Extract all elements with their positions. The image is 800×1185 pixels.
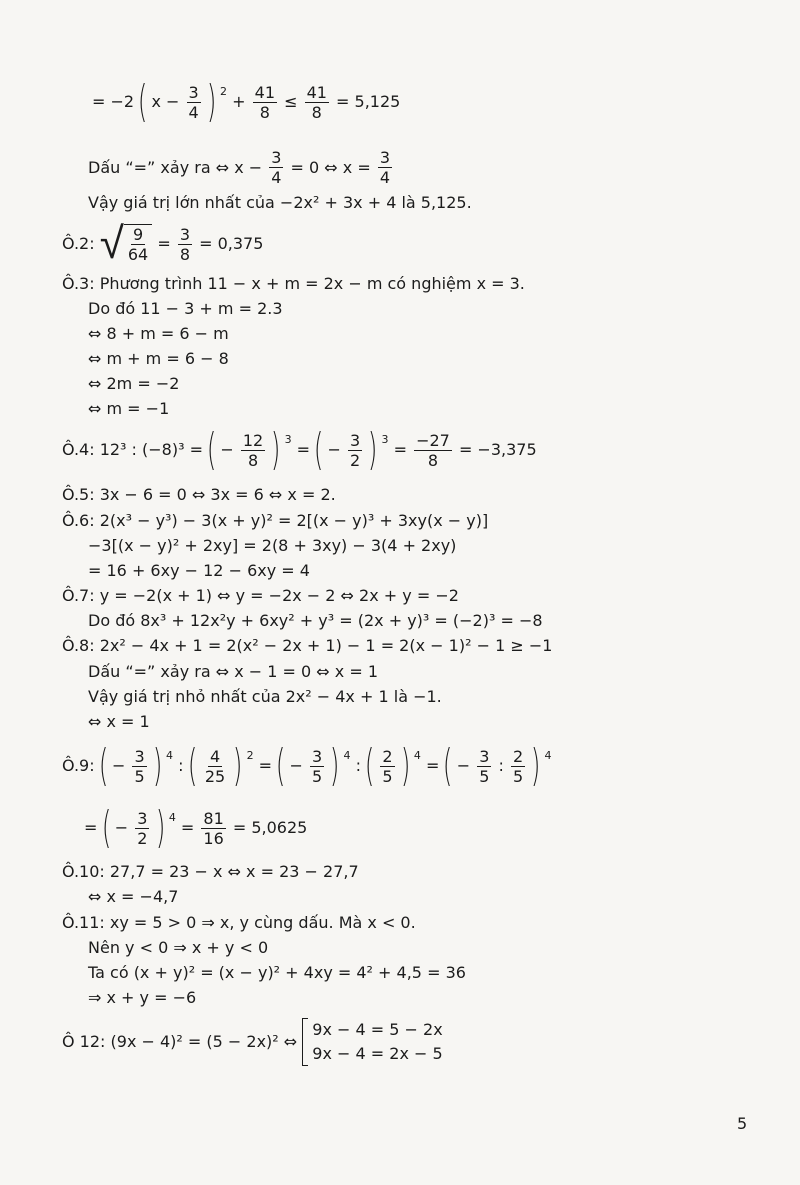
exponent: 4: [166, 748, 174, 762]
numerator: 3: [134, 746, 145, 766]
expression-line: [88, 148, 394, 187]
system-row: 9x − 4 = 2x − 5: [312, 1044, 443, 1063]
text-line: Do đó 8x³ + 12x²y + 6xy² + y³ = (2x + y)³ = (−2)³ = −8: [88, 611, 543, 630]
text-line: ⇒ x + y = −6: [88, 988, 197, 1007]
text: −: [289, 756, 303, 775]
fraction: [203, 747, 227, 786]
text: Ô.2:: [62, 234, 95, 253]
system-row: 9x − 4 = 5 − 2x: [312, 1020, 443, 1039]
text-line: Vậy giá trị nhỏ nhất của 2x² − 4x + 1 là −1.: [88, 687, 442, 706]
paren: ): [233, 740, 243, 791]
text: =: [425, 756, 440, 775]
numerator: 41: [254, 82, 275, 102]
fraction: [269, 148, 283, 187]
fraction: [305, 83, 329, 122]
expression-line: [62, 1018, 443, 1066]
denominator: 5: [311, 766, 323, 786]
denominator: 5: [134, 766, 145, 786]
radicand: [124, 224, 152, 264]
paren: ): [400, 740, 410, 791]
text-line: ⇔ 2m = −2: [88, 374, 180, 393]
expression-line: [62, 740, 552, 791]
exponent: 4: [168, 810, 176, 824]
exponent: 3: [284, 432, 292, 446]
denominator: 5: [513, 766, 524, 786]
numerator: −27: [416, 430, 450, 450]
text-line: Vậy giá trị lớn nhất của −2x² + 3x + 4 là 5,125.: [88, 193, 472, 212]
denominator: 4: [188, 102, 199, 122]
text-line: Ô.5: 3x − 6 = 0 ⇔ 3x = 6 ⇔ x = 2.: [62, 485, 336, 504]
paren: (: [98, 740, 109, 791]
paren: (: [443, 740, 453, 791]
denominator: 8: [427, 450, 439, 470]
text-line: = 16 + 6xy − 12 − 6xy = 4: [88, 561, 310, 580]
expression-line: [62, 424, 537, 475]
fraction: [201, 809, 225, 848]
denominator: 8: [311, 102, 322, 122]
paren: (: [138, 76, 148, 127]
denominator: 5: [479, 766, 490, 786]
text: −: [114, 818, 129, 837]
page-number: 5: [737, 1114, 748, 1133]
fraction: [477, 747, 491, 786]
text-line: Do đó 11 − 3 + m = 2.3: [88, 299, 283, 318]
fraction: [511, 747, 525, 786]
text: =: [393, 440, 407, 459]
paren: (: [101, 802, 111, 853]
paren: (: [364, 740, 375, 791]
text: +: [232, 92, 246, 111]
fraction: [310, 747, 324, 786]
square-root: [99, 218, 153, 269]
text: −: [327, 440, 341, 459]
text-line: Ta có (x + y)² = (x − y)² + 4xy = 4² + 4,5 = 36: [88, 963, 466, 982]
text: = 5,0625: [232, 818, 308, 837]
text: −: [220, 440, 234, 459]
denominator: 8: [259, 102, 270, 122]
numerator: 2: [513, 746, 524, 766]
text: :: [178, 756, 184, 775]
exponent: 4: [544, 748, 552, 762]
fraction: [380, 747, 394, 786]
exponent: 4: [413, 748, 421, 762]
square-bracket: [302, 1018, 308, 1066]
text-line: Ô.8: 2x² − 4x + 1 = 2(x² − 2x + 1) − 1 = 2(x − 1)² − 1 ≥ −1: [62, 636, 553, 655]
exponent: 4: [343, 748, 351, 762]
text-line: ⇔ 8 + m = 6 − m: [88, 324, 229, 343]
numerator: 3: [179, 224, 190, 244]
denominator: 8: [247, 450, 259, 470]
text: :: [498, 756, 504, 775]
text-line: −3[(x − y)² + 2xy] = 2(8 + 3xy) − 3(4 + 2xy): [88, 536, 457, 555]
paren: ): [155, 802, 165, 853]
text: x −: [151, 92, 180, 111]
fraction: [414, 431, 452, 470]
numerator: 4: [209, 746, 221, 766]
paren: ): [206, 76, 217, 127]
fraction: [132, 747, 146, 786]
exponent: 3: [381, 432, 389, 446]
paren: (: [187, 740, 197, 791]
paren: ): [271, 424, 281, 475]
exponent: 2: [246, 748, 254, 762]
fraction: [178, 225, 192, 264]
text-line: Ô.3: Phương trình 11 − x + m = 2x − m có nghiệm x = 3.: [62, 274, 525, 293]
numerator: 3: [349, 430, 361, 450]
paren: ): [368, 424, 378, 475]
text: −: [111, 756, 126, 775]
expression-line: [84, 802, 308, 853]
text: =: [296, 440, 311, 459]
paren: ): [152, 740, 163, 791]
fraction: [348, 431, 362, 470]
text: = 0 ⇔ x =: [290, 157, 371, 177]
text: =: [84, 818, 98, 837]
text: :: [355, 756, 361, 775]
denominator: 2: [137, 828, 148, 848]
text: = 0,375: [199, 234, 264, 253]
numerator: 9: [132, 225, 144, 244]
text: =: [157, 234, 171, 253]
text-line: Ô.11: xy = 5 > 0 ⇒ x, y cùng dấu. Mà x < 0.: [62, 913, 416, 932]
text-line: ⇔ x = 1: [88, 712, 150, 731]
numerator: 3: [311, 746, 323, 766]
numerator: 41: [306, 82, 327, 102]
denominator: 4: [271, 168, 282, 187]
system-rows: [312, 1018, 442, 1066]
text-line: ⇔ m + m = 6 − 8: [88, 349, 229, 368]
denominator: 16: [203, 828, 224, 848]
numerator: 12: [242, 430, 264, 450]
text-line: Ô.6: 2(x³ − y³) − 3(x + y)² = 2[(x − y)³ + 3xy(x − y)]: [62, 511, 489, 530]
text: = −3,375: [458, 440, 537, 459]
paren: ): [330, 740, 340, 791]
expression-line: [62, 218, 264, 269]
paren: ): [531, 740, 541, 791]
fraction: [187, 83, 201, 122]
fraction: [253, 83, 277, 122]
text: Ô.4: 12³ : (−8)³ =: [62, 440, 203, 459]
fraction: [126, 225, 150, 264]
radical-sign: √: [99, 218, 124, 269]
denominator: 5: [382, 766, 393, 786]
numerator: 2: [382, 746, 393, 766]
text-line: Ô.10: 27,7 = 23 − x ⇔ x = 23 − 27,7: [62, 862, 359, 881]
text-line: ⇔ m = −1: [88, 399, 170, 418]
denominator: 4: [379, 168, 391, 187]
exponent: 2: [220, 84, 228, 98]
numerator: 3: [188, 82, 199, 102]
numerator: 3: [137, 808, 148, 828]
numerator: 81: [203, 808, 224, 828]
denominator: 2: [349, 450, 361, 470]
numerator: 3: [271, 148, 282, 167]
text: =: [258, 756, 273, 775]
text: Ô 12: (9x − 4)² = (5 − 2x)² ⇔: [62, 1032, 298, 1051]
text: Dấu “=” xảy ra ⇔ x −: [88, 157, 263, 177]
text: −: [456, 756, 471, 775]
text: =: [180, 818, 195, 837]
paren: (: [206, 424, 217, 475]
text-line: ⇔ x = −4,7: [88, 887, 179, 906]
numerator: 3: [479, 746, 490, 766]
fraction: [241, 431, 265, 470]
text-line: Nên y < 0 ⇒ x + y < 0: [88, 938, 269, 957]
denominator: 25: [204, 766, 226, 786]
fraction: [135, 809, 149, 848]
paren: (: [314, 424, 324, 475]
text-line: Dấu “=” xảy ra ⇔ x − 1 = 0 ⇔ x = 1: [88, 662, 378, 681]
text: = 5,125: [336, 92, 401, 111]
text: Ô.9:: [62, 756, 95, 775]
text: ≤: [284, 92, 298, 111]
paren: (: [276, 740, 286, 791]
fraction: [378, 148, 392, 187]
text-line: Ô.7: y = −2(x + 1) ⇔ y = −2x − 2 ⇔ 2x + y = −2: [62, 586, 459, 605]
text: = −2: [92, 92, 135, 111]
expression-line: [92, 76, 401, 127]
numerator: 3: [379, 148, 391, 167]
equation-system: [302, 1018, 442, 1066]
denominator: 8: [179, 244, 190, 264]
denominator: 64: [127, 245, 149, 264]
